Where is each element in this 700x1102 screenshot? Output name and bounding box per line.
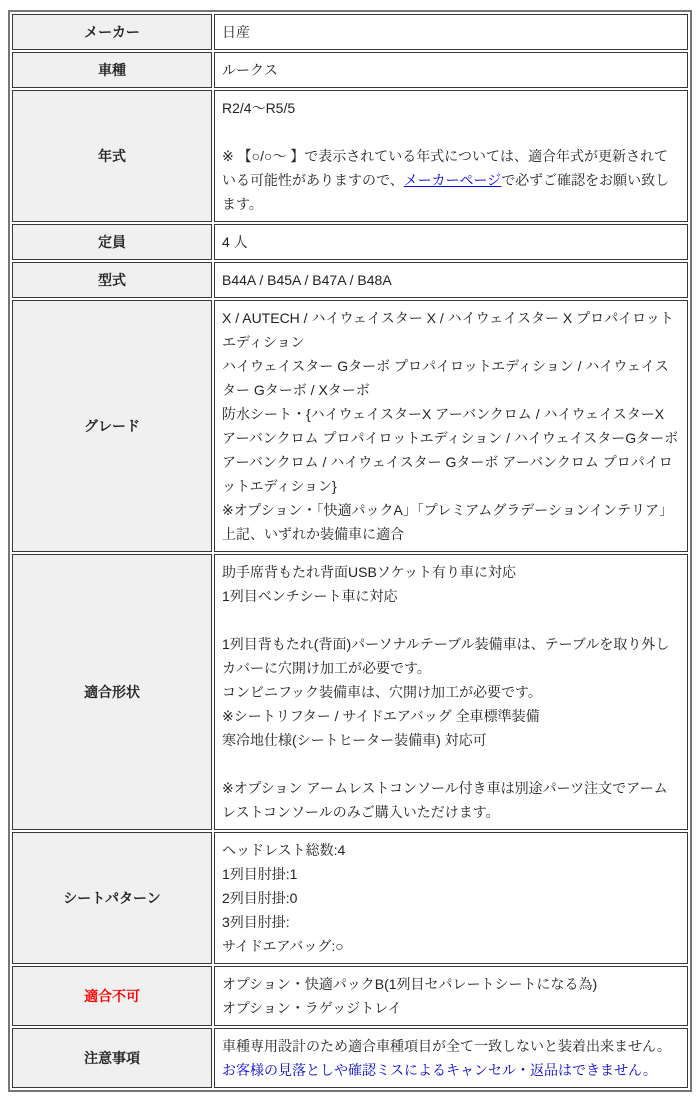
text-line [222, 972, 680, 996]
row-value-notes [214, 1028, 688, 1088]
text-segment: R2/4～R5/5 [222, 100, 296, 116]
row-value-capacity [214, 224, 688, 260]
table-row-not-compatible [12, 966, 688, 1026]
text-line [222, 886, 680, 910]
text-line [222, 306, 680, 354]
row-label-year: 年式 [12, 90, 212, 222]
text-line [222, 862, 680, 886]
text-segment: 車種専用設計のため適合車種項目が全て一致しないと装着出来ません。 [222, 1038, 671, 1054]
text-segment: ※オプション アームレストコンソール付き車は別途パーツ注文でアームレストコンソールのみご購入いただけます。 [222, 780, 668, 820]
text-line [222, 402, 680, 498]
text-segment: ※シートリフター / サイドエアバッグ 全車標準装備 [222, 708, 540, 724]
text-segment: コンビニフック装備車は、穴開け加工が必要です。 [222, 684, 542, 700]
spec-table-body [12, 14, 688, 1088]
row-label-seat-pattern: シートパターン [12, 832, 212, 964]
text-segment: ※ 【○/○～ 】で表示されている年式については、適合年式が更新されている可能性がありますので、 [222, 148, 669, 188]
text-line [222, 58, 680, 82]
row-label-model: 車種 [12, 52, 212, 88]
row-value-model-code [214, 262, 688, 298]
text-segment: 上記、いずれか装備車に適合 [222, 526, 404, 542]
text-line [222, 230, 680, 254]
text-segment: 2列目肘掛:0 [222, 890, 298, 906]
text-line [222, 20, 680, 44]
text-line [222, 354, 680, 402]
text-line [222, 632, 680, 680]
text-segment: 助手席背もたれ背面USBソケット有り車に対応 [222, 564, 516, 580]
table-row-grade [12, 300, 688, 552]
text-segment: で必ずご確認をお願い致します。 [222, 172, 670, 212]
row-label-notes: 注意事項 [12, 1028, 212, 1088]
text-segment: ヘッドレスト総数:4 [222, 842, 346, 858]
text-segment: オプション・ラゲッジトレイ [222, 1000, 402, 1016]
text-line [222, 838, 680, 862]
blank-line [222, 120, 680, 144]
text-line [222, 522, 680, 546]
text-segment: 日産 [222, 24, 250, 40]
text-segment: B44A / B45A / B47A / B48A [222, 272, 392, 288]
row-value-year [214, 90, 688, 222]
blue-note-text: お客様の見落としや確認ミスによるキャンセル・返品はできません。 [222, 1062, 657, 1078]
row-value-model [214, 52, 688, 88]
text-segment: X / AUTECH / ハイウェイスター X / ハイウェイスター X プロパイロットエディション [222, 310, 674, 350]
compatibility-spec-table [8, 10, 692, 1092]
text-segment: 1列目肘掛:1 [222, 866, 298, 882]
text-segment: ※オプション・「快適パックA」「プレミアムグラデーションインテリア」 [222, 502, 674, 518]
row-value-seat-pattern [214, 832, 688, 964]
table-row-capacity [12, 224, 688, 260]
table-row-notes [12, 1028, 688, 1088]
row-label-capacity: 定員 [12, 224, 212, 260]
text-segment: ハイウェイスター Gターボ プロパイロットエディション / ハイウェイスター Gターボ / Xターボ [222, 358, 669, 398]
table-row-maker [12, 14, 688, 50]
text-line [222, 268, 680, 292]
text-line [222, 680, 680, 704]
row-value-grade [214, 300, 688, 552]
text-line [222, 704, 680, 728]
text-line [222, 996, 680, 1020]
text-line [222, 776, 680, 824]
text-segment: 4 人 [222, 234, 248, 250]
blank-line [222, 752, 680, 776]
text-line [222, 560, 680, 584]
row-label-grade: グレード [12, 300, 212, 552]
row-label-fit-shape: 適合形状 [12, 554, 212, 830]
text-line [222, 728, 680, 752]
table-row-model-code [12, 262, 688, 298]
text-line [222, 498, 680, 522]
table-row-model [12, 52, 688, 88]
blank-line [222, 608, 680, 632]
row-label-maker: メーカー [12, 14, 212, 50]
text-segment: ルークス [222, 62, 278, 78]
text-line [222, 934, 680, 958]
text-line [222, 584, 680, 608]
text-segment: 1列目背もたれ(背面)パーソナルテーブル装備車は、テーブルを取り外しカバーに穴開け加工が必要です。 [222, 636, 670, 676]
table-row-seat-pattern [12, 832, 688, 964]
row-label-not-compatible: 適合不可 [12, 966, 212, 1026]
maker-page-link[interactable]: メーカーページ [403, 172, 502, 188]
text-line [222, 96, 680, 120]
text-segment: 寒冷地仕様(シートヒーター装備車) 対応可 [222, 732, 487, 748]
text-segment: 1列目ベンチシート車に対応 [222, 588, 398, 604]
text-segment: 3列目肘掛: [222, 914, 290, 930]
text-segment: サイドエアバッグ:○ [222, 938, 344, 954]
row-value-maker [214, 14, 688, 50]
text-line [222, 144, 680, 216]
text-line [222, 910, 680, 934]
row-value-fit-shape [214, 554, 688, 830]
text-segment: オプション・快適パックB(1列目セパレートシートになる為) [222, 976, 598, 992]
text-segment: 防水シート・{ハイウェイスターX アーバンクロム / ハイウェイスターX アーバンクロム プロパイロットエディション / ハイウェイスターGターボ アーバンクロム / ハイウェイスター Gターボ アーバンクロム プロパイロットエディション} [222, 406, 679, 494]
row-value-not-compatible [214, 966, 688, 1026]
row-label-model-code: 型式 [12, 262, 212, 298]
text-line [222, 1034, 680, 1058]
text-line [222, 1058, 680, 1082]
table-row-year [12, 90, 688, 222]
table-row-fit-shape [12, 554, 688, 830]
